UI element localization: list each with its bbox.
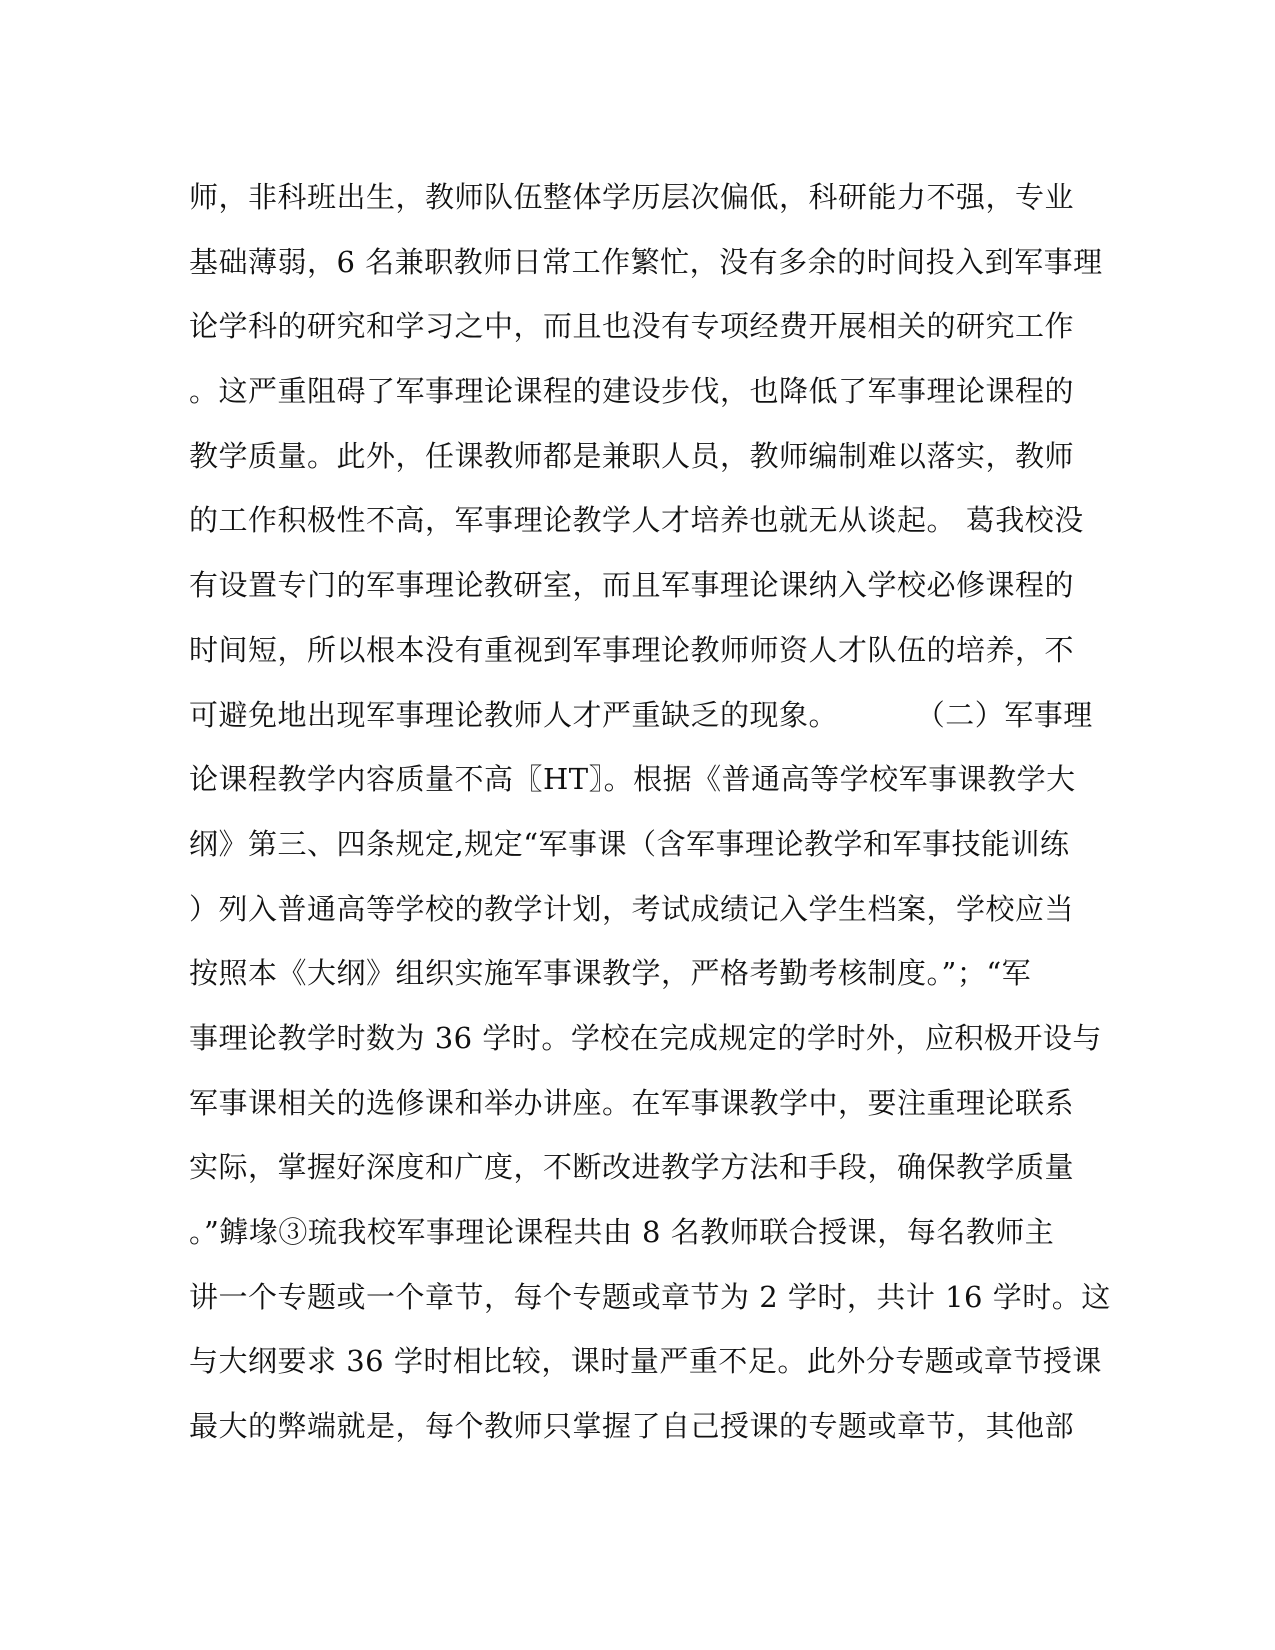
text-line: 事理论教学时数为 36 学时。学校在完成规定的学时外，应积极开设与 <box>189 1020 1102 1055</box>
text-line: 论课程教学内容质量不高〖HT〗。根据《普通高等学校军事课教学大 <box>189 762 1076 797</box>
body-text <box>189 165 1111 1459</box>
text-line: 可避免地出现军事理论教师人才严重缺乏的现象。 （二）军事理 <box>189 697 1093 732</box>
text-line: 教学质量。此外，任课教师都是兼职人员，教师编制难以落实，教师 <box>189 438 1075 473</box>
text-line: 。”鎼堟③琉我校军事理论课程共由 8 名教师联合授课，每名教师主 <box>189 1215 1055 1249</box>
text-line: 实际，掌握好深度和广度，不断改进教学方法和手段，确保教学质量 <box>189 1150 1075 1185</box>
text-line: 。这严重阻碍了军事理论课程的建设步伐，也降低了军事理论课程的 <box>189 374 1075 409</box>
text-line: 按照本《大纲》组织实施军事课教学，严格考勤考核制度。”；“军 <box>189 956 1032 991</box>
text-line: 师，非科班出生，教师队伍整体学历层次偏低，科研能力不强，专业 <box>189 180 1075 214</box>
text-line: 的工作积极性不高，军事理论教学人才培养也就无从谈起。 葛我校没 <box>189 503 1084 538</box>
text-line: 基础薄弱，6 名兼职教师日常工作繁忙，没有多余的时间投入到军事理 <box>189 244 1103 279</box>
text-line: 论学科的研究和学习之中，而且也没有专项经费开展相关的研究工作 <box>189 309 1075 344</box>
text-line: 军事课相关的选修课和举办讲座。在军事课教学中，要注重理论联系 <box>189 1085 1075 1120</box>
text-line: 纲》第三、四条规定,规定“军事课（含军事理论教学和军事技能训练 <box>189 826 1070 861</box>
text-line: 最大的弊端就是，每个教师只掌握了自己授课的专题或章节，其他部 <box>189 1409 1075 1444</box>
text-line: ）列入普通高等学校的教学计划，考试成绩记入学生档案，学校应当 <box>189 891 1075 926</box>
text-line: 时间短，所以根本没有重视到军事理论教师师资人才队伍的培养，不 <box>189 632 1075 667</box>
text-line: 与大纲要求 36 学时相比较，课时量严重不足。此外分专题或章节授课 <box>189 1344 1102 1379</box>
text-line: 讲一个专题或一个章节，每个专题或章节为 2 学时，共计 16 学时。这 <box>189 1279 1111 1314</box>
text-line: 有设置专门的军事理论教研室，而且军事理论课纳入学校必修课程的 <box>189 568 1075 603</box>
